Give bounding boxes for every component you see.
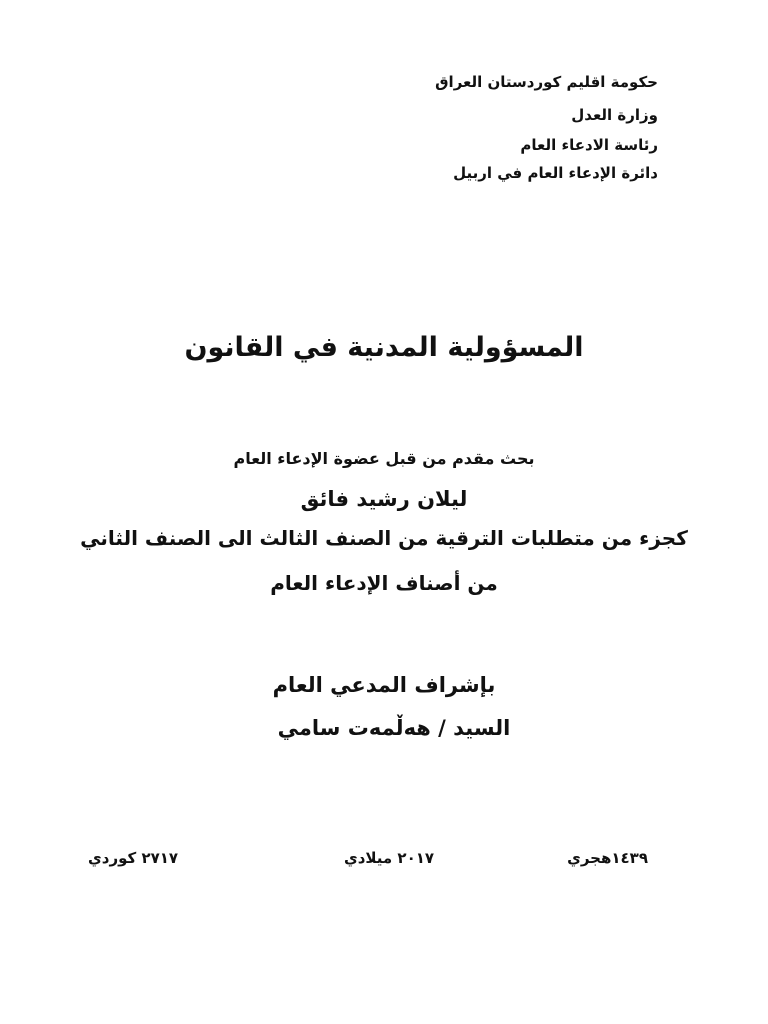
header-presidency: رئاسة الادعاء العام (520, 136, 658, 154)
supervision-label: بإشراف المدعي العام (272, 673, 496, 697)
header-government: حكومة اقليم كوردستان العراق (435, 73, 658, 91)
date-gregorian: ٢٠١٧ ميلادي (343, 849, 435, 867)
date-kurdish: ٢٧١٧ كوردي (88, 849, 179, 867)
document-title: المسؤولية المدنية في القانون (184, 332, 584, 363)
header-directorate: دائرة الإدعاء العام في اربيل (453, 164, 658, 182)
submission-purpose-line2: من أصناف الإدعاء العام (270, 571, 498, 595)
supervisor-name: السيد / هەڵمەت سامي (277, 716, 511, 740)
author-name: ليلان رشيد فائق (300, 487, 468, 511)
submission-purpose-line1: كجزء من متطلبات الترقية من الصنف الثالث الى الصنف الثاني (80, 526, 688, 550)
header-ministry: وزارة العدل (571, 106, 658, 124)
date-hijri: ١٤٣٩هجري (567, 849, 648, 867)
submission-intro: بحث مقدم من قبل عضوة الإدعاء العام (233, 449, 535, 468)
